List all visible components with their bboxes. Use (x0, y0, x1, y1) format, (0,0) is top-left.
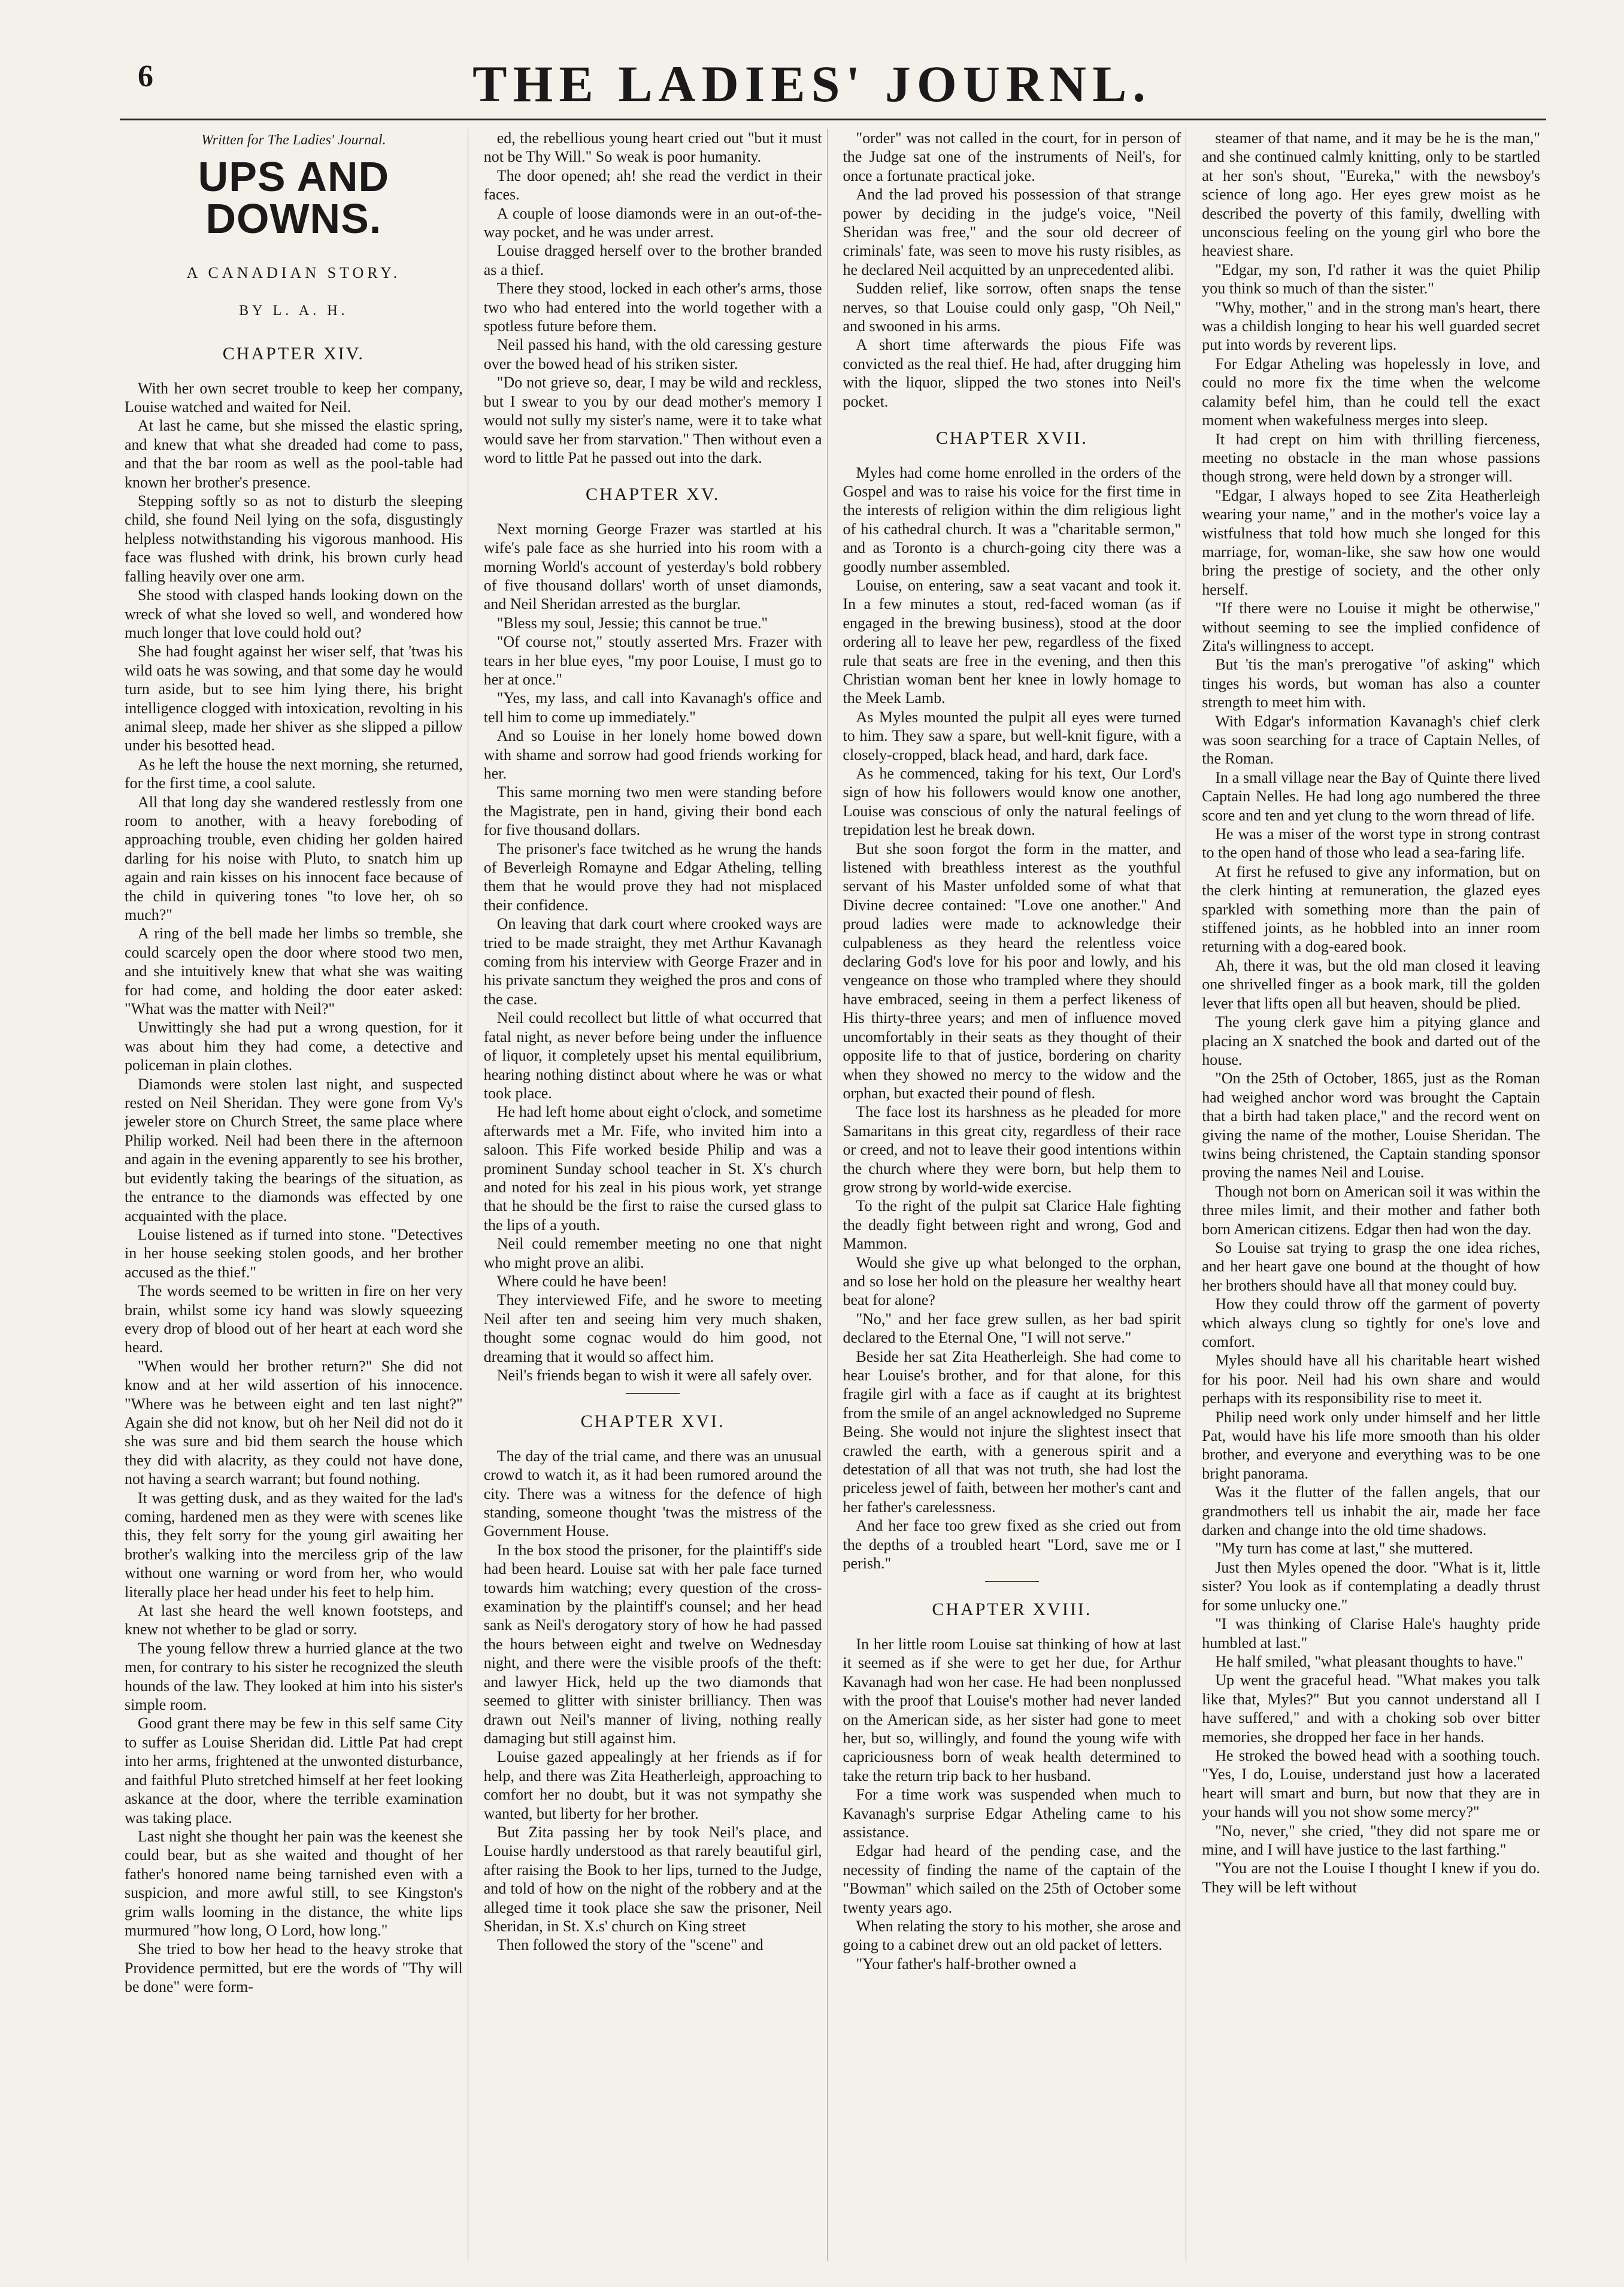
paragraph: He stroked the bowed head with a soothing touch. "Yes, I do, Louise, understand just how a lacerated heart will smart and burn, but now that they are in your hands will you not show some mercy?" (1202, 1746, 1540, 1821)
paragraph: "I was thinking of Clarise Hale's haughty pride humbled at last." (1202, 1615, 1540, 1652)
paragraph: It had crept on him with thrilling fierceness, meeting no obstacle in the man whose passions though strong, were held down by a stronger will. (1202, 430, 1540, 486)
header-rule (120, 119, 1546, 120)
paragraph: Beside her sat Zita Heatherleigh. She had come to hear Louise's brother, and for that alone, for this fragile girl with a face as if caught at its brightest from the smile of an angel acknowledged no Supreme Being. She would not injure the slightest insect that crawled the earth, with a generous spirit and a detestation of all that was not truth, she had lost the priceless jewel of faith, between her mother's cant and her father's carelessness. (843, 1347, 1181, 1516)
paragraph: The door opened; ah! she read the verdict in their faces. (483, 166, 822, 204)
story-title: UPS AND DOWNS. (198, 153, 390, 243)
paragraph: This same morning two men were standing before the Magistrate, pen in hand, giving their bond each for five thousand dollars. (483, 783, 822, 839)
paragraph: "When would her brother return?" She did not know and at her wild assertion of his innocence. "Where was he between eight and ten last night?" Again she did not know, but oh her Neil did not do it she was sure and bid them search the house which they did with alacrity, as they could not have done, not having a search warrant; but found nothing. (125, 1357, 463, 1488)
page-number: 6 (138, 59, 153, 93)
paragraph: At last he came, but she missed the elastic spring, and knew that what she dreaded had come to pass, and that the bar room as well as the pool-table had known her brother's presence. (125, 417, 463, 491)
paragraph: Louise, on entering, saw a seat vacant and took it. In a few minutes a stout, red-faced woman (as if engaged in the brewing business), stood at the door ordering all to leave her pew, regardless of the fixed rule that seats are free in the evening, and then this Christian woman bent her knee in lowly homage to the Meek Lamb. (843, 576, 1181, 707)
paragraph: Just then Myles opened the door. "What is it, little sister? You look as if contemplating a deadly thrust for some unlucky one." (1202, 1558, 1540, 1614)
column-1 (120, 129, 468, 2261)
paragraph: On leaving that dark court where crooked ways are tried to be made straight, they met Arthur Kavanagh coming from his interview with George Frazer and in his private sanctum they weighed the pros and cons of the case. (483, 915, 822, 1008)
paragraph: A couple of loose diamonds were in an out-of-the-way pocket, and he was under arrest. (483, 204, 822, 241)
paragraph: "Yes, my lass, and call into Kavanagh's office and tell him to come up immediately." (483, 689, 822, 726)
paragraph: ed, the rebellious young heart cried out "but it must not be Thy Will." So weak is poor humanity. (483, 129, 822, 166)
paragraph: The young fellow threw a hurried glance at the two men, for contrary to his sister he recognized the sleuth hounds of the law. They looked at him into his sister's simple room. (125, 1639, 463, 1714)
paragraph: Louise listened as if turned into stone. "Detectives in her house seeking stolen goods, and her brother accused as the thief." (125, 1225, 463, 1281)
paragraph: There they stood, locked in each other's arms, those two who had entered into the world together with a spotless future before them. (483, 280, 822, 335)
paragraph: Myles had come home enrolled in the orders of the Gospel and was to raise his voice for the first time in the interests of religion within the dim religious light of his cathedral church. It was a "charitable sermon," and as Toronto is a church-going city there was a goodly number assembled. (843, 464, 1181, 575)
paragraph: "Edgar, I always hoped to see Zita Heatherleigh wearing your name," and in the mother's voice lay a wistfulness that told how much she longed for this marriage, for, woman-like, she saw how one would bring the prestige of society, and the other only herself. (1202, 486, 1540, 598)
paragraph: In a small village near the Bay of Quinte there lived Captain Nelles. He had long ago numbered the three score and ten and yet clung to the worn thread of life. (1202, 768, 1540, 824)
paragraph: When relating the story to his mother, she arose and going to a cabinet drew out an old packet of letters. (843, 1917, 1181, 1954)
paragraph: The day of the trial came, and there was an unusual crowd to watch it, as it had been rumored around the city. There was a witness for the defence of high standing, someone thought 'twas the mistress of the Government House. (483, 1447, 822, 1540)
paragraph: But 'tis the man's prerogative "of asking" which tinges his words, but woman has also a counter strength to meet him with. (1202, 656, 1540, 711)
paragraph: Up went the graceful head. "What makes you talk like that, Myles?" But you cannot understand all I have suffered," and with a choking sob over bitter memories, she dropped her face in her hands. (1202, 1671, 1540, 1746)
paragraph: "Do not grieve so, dear, I may be wild and reckless, but I swear to you by our dead mother's memory I would not sully my sister's name, were it to take what would save her from starvation." Then without even a word to little Pat he passed out into the dark. (483, 374, 822, 467)
chapter-heading: CHAPTER XVI. (580, 1411, 725, 1432)
paragraph: As Myles mounted the pulpit all eyes were turned to him. They saw a spare, but well-knit figure, with a closely-cropped, black head, and hard, dark face. (843, 708, 1181, 764)
column-body (484, 129, 822, 1955)
chapter-heading: CHAPTER XV. (586, 484, 720, 505)
paragraph: Good grant there may be few in this self same City to suffer as Louise Sheridan did. Little Pat had crept into her arms, frightened at the unwonted disturbance, and faithful Pluto stretched himself at her feet looking askance at the door, where the terrible examination was taking place. (125, 1715, 463, 1826)
paragraph: Unwittingly she had put a wrong question, for it was about him they had come, a detective and policeman in plain clothes. (125, 1019, 463, 1074)
paragraph: In the box stood the prisoner, for the plaintiff's side had been heard. Louise sat with her pale face turned towards him watching; every question of the cross-examination by the plaintiff's counsel; and her head sank as Neil's derogatory story of how he had passed the hours between eight and twelve on Wednesday night, and there were the visible proofs of the theft: and lawyer Hick, held up the two diamonds that seemed to glitter with sinister brilliancy. Then was drawn out Neil's manner of living, nothing really damaging but still against him. (483, 1541, 822, 1747)
paragraph: "My turn has come at last," she muttered. (1215, 1540, 1473, 1558)
paragraph: The prisoner's face twitched as he wrung the hands of Beverleigh Romayne and Edgar Atheling, telling them that he would prove they had not misplaced their confidence. (483, 840, 822, 914)
paragraph: Next morning George Frazer was startled at his wife's pale face as she hurried into his room with a morning World's account of yesterday's bold robbery of five thousand dollars' worth of unset diamonds, and Neil Sheridan arrested as the burglar. (483, 520, 822, 613)
paragraph: And so Louise in her lonely home bowed down with shame and sorrow had good friends working for her. (483, 727, 822, 782)
paragraph: She tried to bow her head to the heavy stroke that Providence permitted, but ere the words of "Thy will be done" were form- (125, 1940, 463, 1996)
paragraph: "On the 25th of October, 1865, just as the Roman had weighed anchor word was brought the Captain that a birth had taken place," and the record went on giving the name of the mother, Louise Sheridan. The twins being christened, the Captain standing sponsor proving the names Neil and Louise. (1202, 1070, 1540, 1182)
paragraph: Ah, there it was, but the old man closed it leaving one shrivelled finger as a book mark, till the golden lever that lifts open all but heaven, should be plied. (1202, 956, 1540, 1012)
chapter-heading: CHAPTER XIV. (222, 344, 365, 364)
paragraph: For a time work was suspended when much to Kavanagh's surprise Edgar Atheling came to his assistance. (843, 1786, 1181, 1841)
paragraph: She stood with clasped hands looking down on the wreck of what she loved so well, and wondered how much longer that love could hold out? (125, 586, 463, 641)
paragraph: As he left the house the next morning, she returned, for the first time, a cool salute. (125, 755, 463, 792)
paragraph: Louise dragged herself over to the brother branded as a thief. (483, 242, 822, 278)
paragraph: "Of course not," stoutly asserted Mrs. Frazer with tears in her blue eyes, "my poor Louise, I must go to her at once." (483, 633, 822, 688)
paragraph: Then followed the story of the "scene" and (496, 1936, 763, 1954)
paragraph: The words seemed to be written in fire on her very brain, whilst some icy hand was slowly squeezing every drop of blood out of her heart at each word she heard. (125, 1282, 463, 1356)
paragraph: Neil's friends began to wish it were all safely over. (496, 1367, 812, 1384)
section-divider (985, 1581, 1039, 1582)
paragraph: "Your father's half-brother owned a (856, 1955, 1077, 1973)
paragraph: Diamonds were stolen last night, and suspected rested on Neil Sheridan. They were gone from Vy's jeweler store on Church Street, the same place where Philip worked. Neil had been there in the afternoon and again in the evening apparently to see his brother, but evidently taking the bearings of the situation, as the entrance to the diamonds was effected by one acquainted with the place. (125, 1075, 463, 1225)
paragraph: Though not born on American soil it was within the three miles limit, and their mother and father both born American citizens. Edgar then had won the day. (1202, 1182, 1540, 1238)
paragraph: steamer of that name, and it may be he is the man," and she continued calmly knitting, only to be startled at her son's shout, "Eureka," with the newsboy's science of long ago. Her eyes grew moist as he described the poverty of this family, dwelling with unconscious feeling on the young girl who bore the heaviest share. (1202, 129, 1540, 260)
paragraph: They interviewed Fife, and he swore to meeting Neil after ten and seeing him very much shaken, thought some cognac would do him good, not dreaming that it would so affect him. (483, 1291, 822, 1365)
column-body (843, 129, 1181, 1973)
paragraph: For Edgar Atheling was hopelessly in love, and could no more fix the time when the welcome calamity befel him, than he could tell the exact moment when wakefulness merges into sleep. (1202, 355, 1540, 429)
paragraph: Was it the flutter of the fallen angels, that our grandmothers tell us inhabit the air, made her face darken and change into the old time shadows. (1202, 1483, 1540, 1539)
paragraph: The face lost its harshness as he pleaded for more Samaritans in this great city, regardless of their race or creed, and not to leave their good intentions within the church where they were born, but help them to grow strong by world-wide exercise. (843, 1103, 1181, 1196)
paragraph: "You are not the Louise I thought I knew if you do. They will be left without (1202, 1859, 1540, 1896)
paragraph: A ring of the bell made her limbs so tremble, she could scarcely open the door where stood two men, and she intuitively knew that what she was waiting for had come, and holding the door eater asked: "What was the matter with Neil?" (125, 925, 463, 1018)
paragraph: Edgar had heard of the pending case, and the necessity of finding the name of the captain of the "Bowman" which sailed on the 25th of October some twenty years ago. (843, 1842, 1181, 1916)
paragraph: With Edgar's information Kavanagh's chief clerk was soon searching for a trace of Captain Nelles, of the Roman. (1202, 712, 1540, 768)
paragraph: "Bless my soul, Jessie; this cannot be true." (496, 614, 768, 632)
column-body (125, 344, 463, 1996)
column-3 (838, 129, 1187, 2261)
section-divider (626, 1393, 680, 1394)
written-for-note: Written for The Ladies' Journal. (201, 132, 386, 148)
paragraph: Neil could remember meeting no one that night who might prove an alibi. (483, 1235, 822, 1271)
story-author: BY L. A. H. (239, 302, 349, 319)
paragraph: "If there were no Louise it might be otherwise," without seeming to see the implied confidence of Zita's willingness to accept. (1202, 599, 1540, 655)
column-4 (1197, 129, 1545, 2261)
chapter-heading: CHAPTER XVIII. (932, 1600, 1092, 1620)
story-subtitle: A CANADIAN STORY. (186, 264, 401, 282)
paragraph: She had fought against her wiser self, that 'twas his wild oats he was sowing, and that some day he would turn aside, but to see him lying there, his bright intelligence clogged with intoxication, revolting in his animal sleep, made her shiver as she slipped a pillow under his besotted head. (125, 643, 463, 755)
paragraph: "No, never," she cried, "they did not spare me or mine, and I will have justice to the last farthing." (1202, 1822, 1540, 1858)
paragraph: At first he refused to give any information, but on the clerk hinting at remuneration, the glazed eyes sparkled with something more than the pain of stiffened joints, as he hobbled into an inner room returning with a dog-eared book. (1202, 862, 1540, 956)
paragraph: How they could throw off the garment of poverty which always clung so tightly for one's love and comfort. (1202, 1295, 1540, 1350)
article-columns (120, 129, 1545, 2261)
paragraph: So Louise sat trying to grasp the one idea riches, and her heart gave one bound at the thought of how her brothers should have all that money could buy. (1202, 1238, 1540, 1294)
paragraph: Sudden relief, like sorrow, often snaps the tense nerves, so that Louise could only gasp, "Oh Neil," and swooned in his arms. (843, 280, 1181, 335)
paragraph: He had left home about eight o'clock, and sometime afterwards met a Mr. Fife, who invited him into a saloon. This Fife worked beside Philip and was a prominent Sunday school teacher in St. X's church and noted for his zeal in his pious work, yet strange that he should be the first to raise the cursed glass to the lips of a youth. (483, 1103, 822, 1234)
paragraph: "Why, mother," and in the strong man's heart, there was a childish longing to hear his well guarded secret put into words by reverent lips. (1202, 298, 1540, 354)
paragraph: To the right of the pulpit sat Clarice Hale fighting the deadly fight between right and wrong, God and Mammon. (843, 1197, 1181, 1253)
paragraph: But Zita passing her by took Neil's place, and Louise hardly understood as that rarely beautiful girl, after raising the Book to her lips, turned to the Judge, and told of how on the night of the robbery and at the alleged time it took place she saw the prisoner, Neil Sheridan, in St. X.s' church on King street (483, 1823, 822, 1935)
paragraph: "No," and her face grew sullen, as her bad spirit declared to the Eternal One, "I will not serve." (843, 1310, 1181, 1347)
column-body (1202, 129, 1540, 1897)
paragraph: The young clerk gave him a pitying glance and placing an X snatched the book and darted out of the house. (1202, 1013, 1540, 1068)
paragraph: At last she heard the well known footsteps, and knew not whether to be glad or sorry. (125, 1602, 463, 1638)
paragraph: "Edgar, my son, I'd rather it was the quiet Philip you think so much of than the sister." (1202, 260, 1540, 298)
paragraph: But she soon forgot the form in the matter, and listened with breathless interest as the youthful servant of his Master unfolded some of what that Divine decree contained: "Love one another." And proud ladies were made to acknowledge their culpableness as they heard the relentless voice declaring God's love for his poor and lowly, and his vengeance on those who trampled where they should have embraced, seeing in them a perfect likeness of His thirty-three years; and men of influence moved uncomfortably in their seats as they thought of their opposite life to that of justice, bordering on charity when they showed no mercy to the widow and the orphan, but exacted their pound of flesh. (843, 840, 1181, 1102)
paragraph: Myles should have all his charitable heart wished for his poor. Neil had his own share and would perhaps with its responsibility rise to meet it. (1202, 1352, 1540, 1407)
paragraph: Louise gazed appealingly at her friends as if for help, and there was Zita Heatherleigh, approaching to comfort her no doubt, but it was not sympathy she wanted, but liberty for her brother. (483, 1748, 822, 1822)
paragraph: Stepping softly so as not to disturb the sleeping child, she found Neil lying on the sofa, disgustingly helpless notwithstanding his vigorous manhood. His face was flushed with drink, his brown curly head falling heavily over one arm. (125, 492, 463, 585)
paragraph: Neil could recollect but little of what occurred that fatal night, as never before being under the influence of liquor, it completely upset his mental equilibrium, hearing nothing distinct about where he was or what took place. (483, 1009, 822, 1102)
column-2 (479, 129, 828, 2261)
paragraph: Would she give up what belonged to the orphan, and so lose her hold on the pleasure her wealthy heart beat for alone? (843, 1253, 1181, 1309)
paragraph: Neil passed his hand, with the old caressing gesture over the bowed head of his striken sister. (483, 336, 822, 372)
paragraph: Last night she thought her pain was the keenest she could bear, but as she waited and thought of her father's honored name being tarnished even with a suspicion, and more awful still, to see Kingston's grim walls looming in the distance, the white lips murmured "how long, O Lord, how long." (125, 1827, 463, 1939)
masthead: THE LADIES' JOURNL. (472, 55, 1152, 113)
paragraph: All that long day she wandered restlessly from one room to another, with a heavy foreboding of approaching trouble, even chiding her golden haired darling for his noise with Pluto, to snatch him up again and rain kisses on his innocent face because of the child in quivering tones "to love her, oh so much?" (125, 793, 463, 923)
paragraph: "order" was not called in the court, for in person of the Judge sat one of the instruments of Neil's, for once a fortunate practical joke. (843, 129, 1181, 184)
paragraph: Where could he have been! (496, 1272, 668, 1290)
paragraph: And the lad proved his possession of that strange power by deciding in the judge's voice, "Neil Sheridan was free," and the sour old decreer of criminals' fate, was seen to move his rusty risibles, as he declared Neil acquitted by an unprecedented alibi. (843, 186, 1181, 278)
paragraph: He half smiled, "what pleasant thoughts to have." (1215, 1652, 1523, 1670)
paragraph: With her own secret trouble to keep her company, Louise watched and waited for Neil. (125, 379, 463, 416)
paragraph: In her little room Louise sat thinking of how at last it seemed as if she were to get her due, for Arthur Kavanagh had won her case. He had been nonplussed with the proof that Louise's mother had never landed on the American side, as her sister had gone to meet her, but so, willingly, and found the young wife with capriciousness born of weak health determined to take the return trip back to her husband. (843, 1635, 1181, 1785)
paragraph: He was a miser of the worst type in strong contrast to the open hand of those who lead a sea-faring life. (1202, 825, 1540, 862)
paragraph: It was getting dusk, and as they waited for the lad's coming, hardened men as they were with scenes like this, they felt sorry for the young girl awaiting her brother's walking into the merciless grip of the law without one warning or word from her, who would literally place her head under his feet to help him. (125, 1489, 463, 1601)
paragraph: And her face too grew fixed as she cried out from the depths of a troubled heart "Lord, save me or I perish." (843, 1517, 1181, 1573)
paragraph: As he commenced, taking for his text, Our Lord's sign of how his followers would know one another, Louise was conscious of only the natural feelings of trepidation lest he break down. (843, 765, 1181, 839)
chapter-heading: CHAPTER XVII. (935, 428, 1088, 449)
paragraph: A short time afterwards the pious Fife was convicted as the real thief. He had, after drugging him with the liquor, slipped the two stones into Neil's pocket. (843, 336, 1181, 410)
paragraph: Philip need work only under himself and her little Pat, would have his life more smooth than his older brother, and everyone and everything was to be one bright panorama. (1202, 1408, 1540, 1482)
